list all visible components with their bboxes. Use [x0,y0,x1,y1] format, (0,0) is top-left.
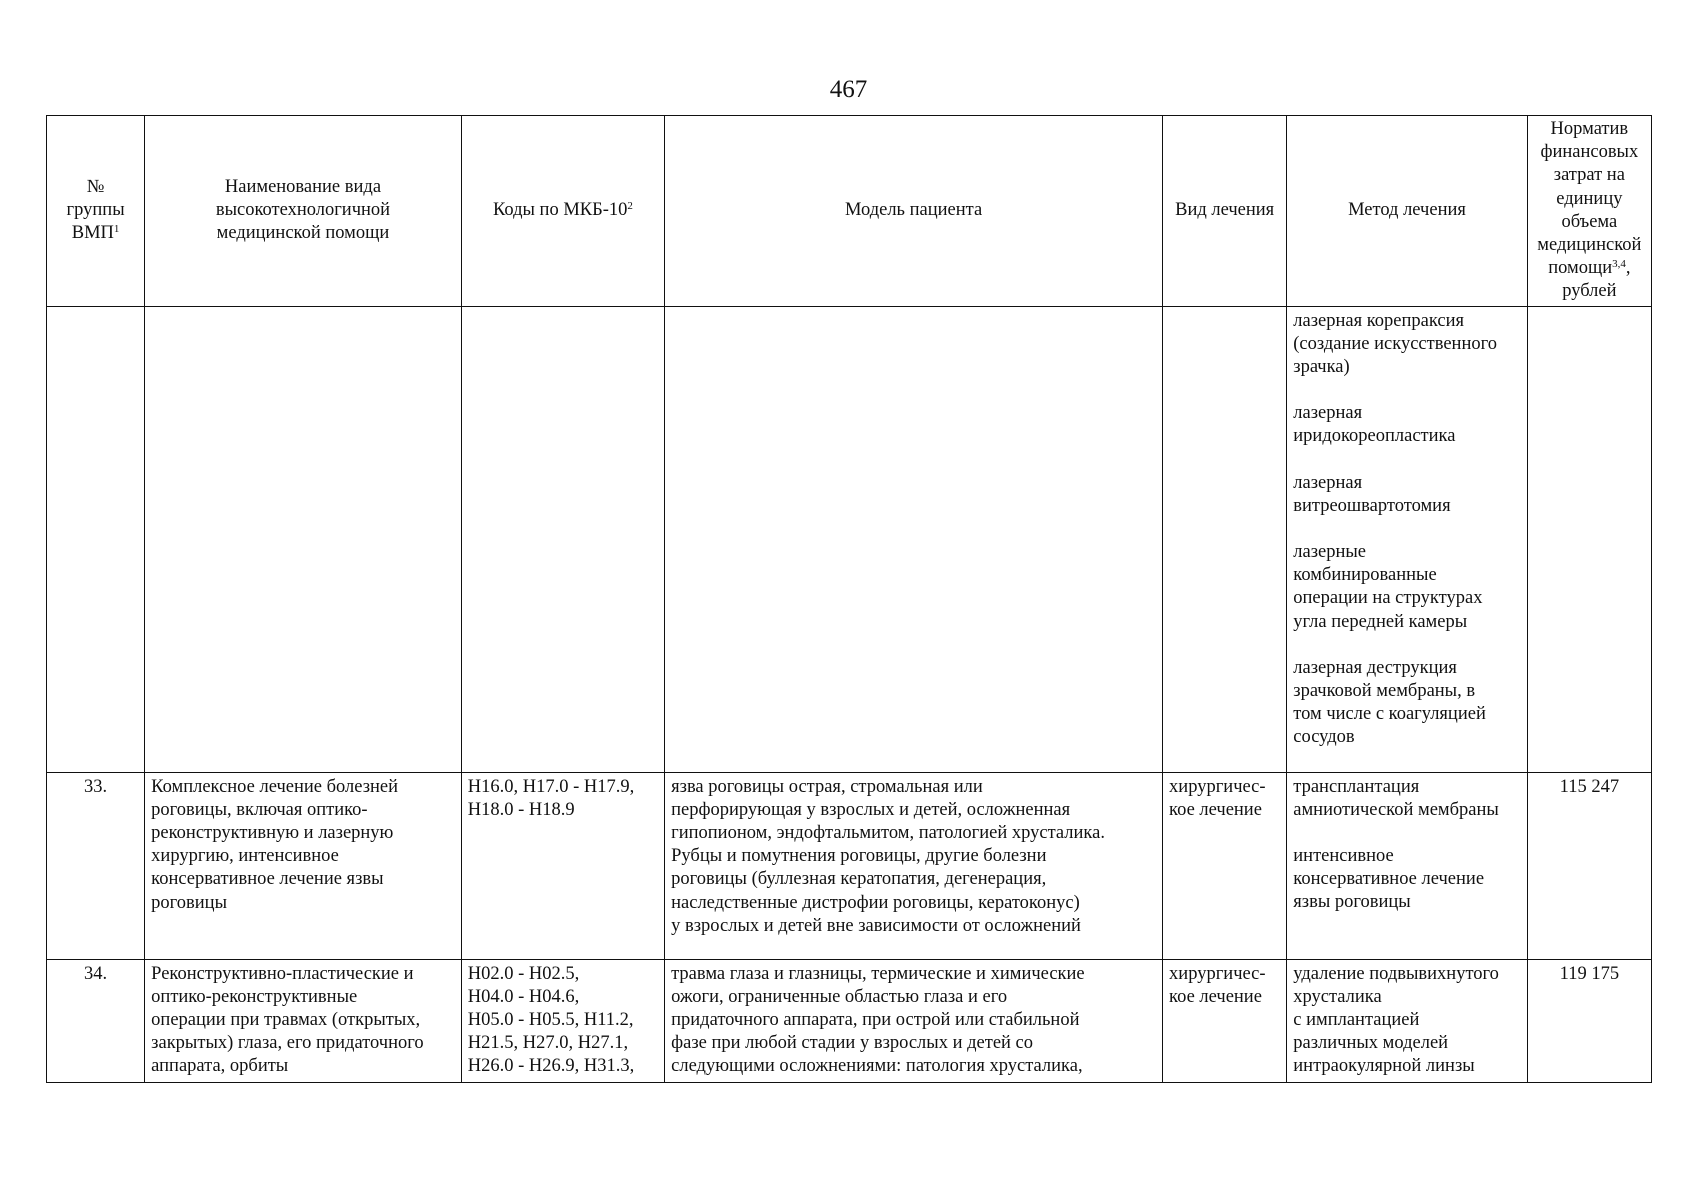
cell-group-number: 34. [47,959,145,1082]
cell-empty [145,306,462,772]
table-header-row [47,116,1652,307]
table-row-continuation [47,306,1652,772]
cell-patient-model: травма глаза и глазницы, термические и химические ожоги, ограниченные областью глаза и его придаточного аппарата, при острой или стабильной фазе при любой стадии у взрослых и детей со следующими осложнениями: патология хрусталика, [665,959,1163,1082]
header-patient-model: Модель пациента [665,116,1163,307]
cell-care-type-name: Реконструктивно-пластические и оптико-реконструктивные операции при травмах (открытых, закрытых) глаза, его придаточного аппарата, орбиты [145,959,462,1082]
cell-empty [1163,306,1287,772]
cell-empty [461,306,664,772]
header-care-type-name: Наименование вида высокотехнологичной медицинской помощи [145,116,462,307]
table-row-34 [47,959,1652,1082]
header-treatment-type: Вид лечения [1163,116,1287,307]
cell-method-list: удаление подвывихнутого хрусталика с имплантацией различных моделей интраокулярной линзы [1287,959,1527,1082]
cell-treatment-type: хирургичес- кое лечение [1163,772,1287,959]
cell-empty [665,306,1163,772]
header-icd-codes: Коды по МКБ-$10^2$ [461,116,664,307]
page-number: 467 [829,76,868,103]
header-group-number: № группы ВМП$^1$ [47,116,145,307]
cell-empty [1527,306,1651,772]
cell-cost: 119 175 [1527,959,1651,1082]
cell-treatment-type: хирургичес- кое лечение [1163,959,1287,1082]
table-row-33 [47,772,1652,959]
vmp-table [46,115,1652,1083]
cell-cost: 115 247 [1527,772,1651,959]
cell-method-list: трансплантация амниотической мембраны интенсивное консервативное лечение язвы роговицы [1287,772,1527,959]
cell-empty [47,306,145,772]
cell-method-list: лазерная корепраксия (создание искусственного зрачка) лазерная иридокореопластика лазерная витреошвартотомия лазерные комбинированные операции на структурах угла передней камеры лазерная деструкция зрачковой мембраны, в том числе с коагуляцией сосудов [1287,306,1527,772]
cell-group-number: 33. [47,772,145,959]
cell-care-type-name: Комплексное лечение болезней роговицы, включая оптико- реконструктивную и лазерную хирургию, интенсивное консервативное лечение язвы роговицы [145,772,462,959]
cell-icd-codes: H02.0 - H02.5, H04.0 - H04.6, H05.0 - H05.5, H11.2, H21.5, H27.0, H27.1, H26.0 - H26.9, H31.3, [461,959,664,1082]
header-cost-standard: Норматив финансовых затрат на единицу объема медицинской помощи$^{3,4}$, рублей [1527,116,1651,307]
header-treatment-method: Метод лечения [1287,116,1527,307]
cell-patient-model: язва роговицы острая, стромальная или перфорирующая у взрослых и детей, осложненная гипопионом, эндофтальмитом, патологией хрусталика. Рубцы и помутнения роговицы, другие болезни роговицы (буллезная кератопатия, дегенерация, наследственные дистрофии роговицы, кератоконус) у взрослых и детей вне зависимости от осложнений [665,772,1163,959]
cell-icd-codes: H16.0, H17.0 - H17.9, H18.0 - H18.9 [461,772,664,959]
